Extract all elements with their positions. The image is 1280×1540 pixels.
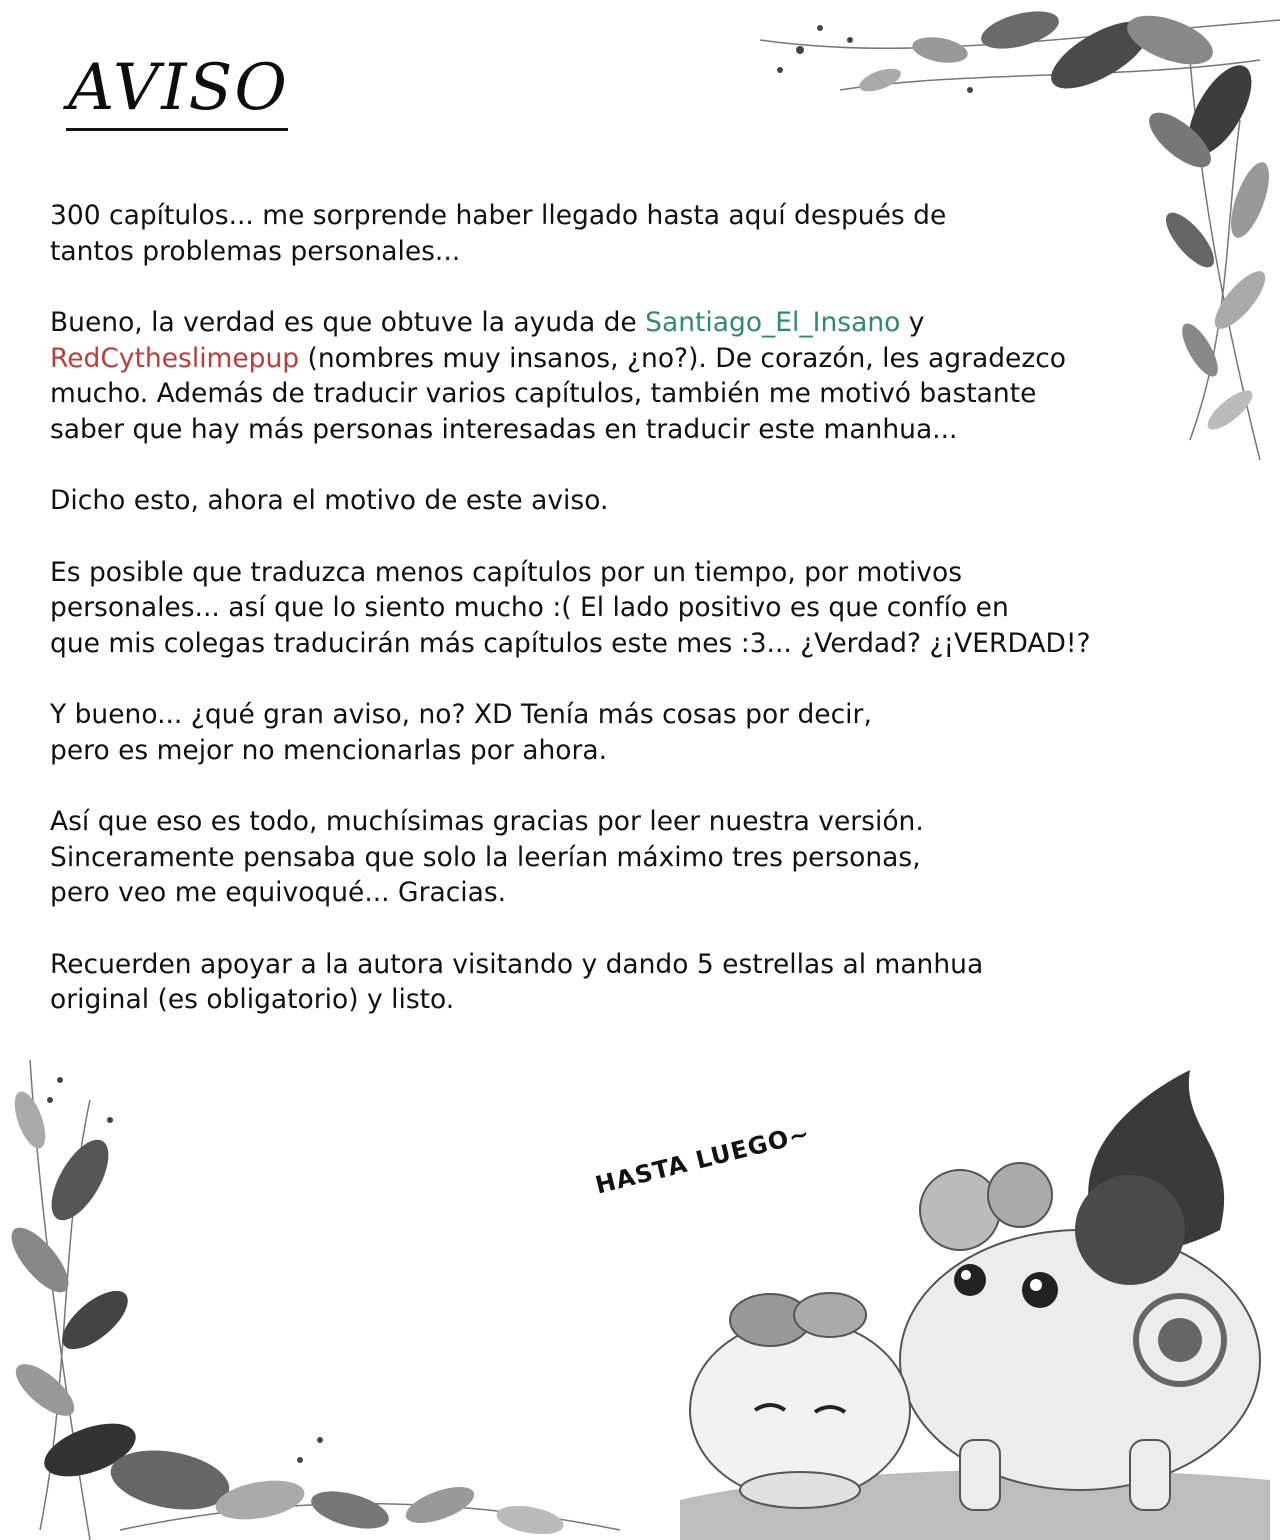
text-segment: pero es mejor no mencionarlas por ahora. [50, 734, 608, 766]
paragraph [50, 555, 1170, 662]
text-segment: Dicho esto, ahora el motivo de este aviso. [50, 485, 609, 516]
text-line [50, 804, 1170, 840]
text-segment: Así que eso es todo, muchísimas gracias por leer nuestra versión. [50, 806, 924, 837]
text-line [50, 697, 1170, 733]
text-segment: que mis colegas traducirán más capítulos este mes :3... ¿Verdad? ¿¡VERDAD!? [50, 627, 1091, 659]
leaf-corner-icon [0, 1060, 640, 1540]
text-line [50, 947, 1170, 983]
text-segment: Y bueno... ¿qué gran aviso, no? XD Tenía más cosas por decir, [50, 699, 872, 730]
text-segment: pero veo me equivoqué... Gracias. [50, 877, 507, 908]
text-line [50, 875, 1170, 911]
paragraph [50, 483, 1170, 519]
text-segment: 300 capítulos... me sorprende haber llegado hasta aquí después de [50, 200, 947, 231]
leaf-corner-icon [720, 0, 1280, 470]
username-highlight: Santiago_El_Insano [645, 307, 901, 338]
text-line [50, 555, 1170, 591]
text-segment: personales... así que lo siento mucho :( El lado positivo es que confío en [50, 592, 1009, 623]
text-line [50, 733, 1170, 769]
text-line [50, 590, 1170, 626]
text-line [50, 626, 1170, 662]
text-segment: Bueno, la verdad es que obtuve la ayuda de [50, 307, 646, 338]
creatures-illustration-icon [660, 1060, 1280, 1540]
text-segment: mucho. Además de traducir varios capítulos, también me motivó bastante [50, 378, 1037, 409]
text-segment: saber que hay más personas interesadas en traducir este manhua... [50, 413, 958, 445]
text-segment: Recuerden apoyar a la autora visitando y dando 5 estrellas al manhua [50, 948, 984, 980]
text-segment: Sinceramente pensaba que solo la leerían máximo tres personas, [50, 841, 921, 873]
farewell-text: HASTA LUEGO~ [592, 1119, 813, 1200]
paragraph [50, 804, 1170, 911]
text-segment: (nombres muy insanos, ¿no?). De corazón, les agradezco [299, 342, 1067, 374]
title-underline [66, 128, 288, 131]
text-line [50, 982, 1170, 1018]
text-segment: tantos problemas personales... [50, 235, 461, 267]
username-highlight: RedCytheslimepup [50, 342, 300, 374]
text-line [50, 483, 1170, 519]
page-title: AVISO [68, 51, 289, 125]
text-segment: Es posible que traduzca menos capítulos por un tiempo, por motivos [50, 556, 963, 588]
paragraph [50, 947, 1170, 1018]
paragraph [50, 697, 1170, 768]
text-segment: original (es obligatorio) y listo. [50, 984, 455, 1015]
text-line [50, 840, 1170, 876]
text-segment: y [900, 307, 925, 338]
